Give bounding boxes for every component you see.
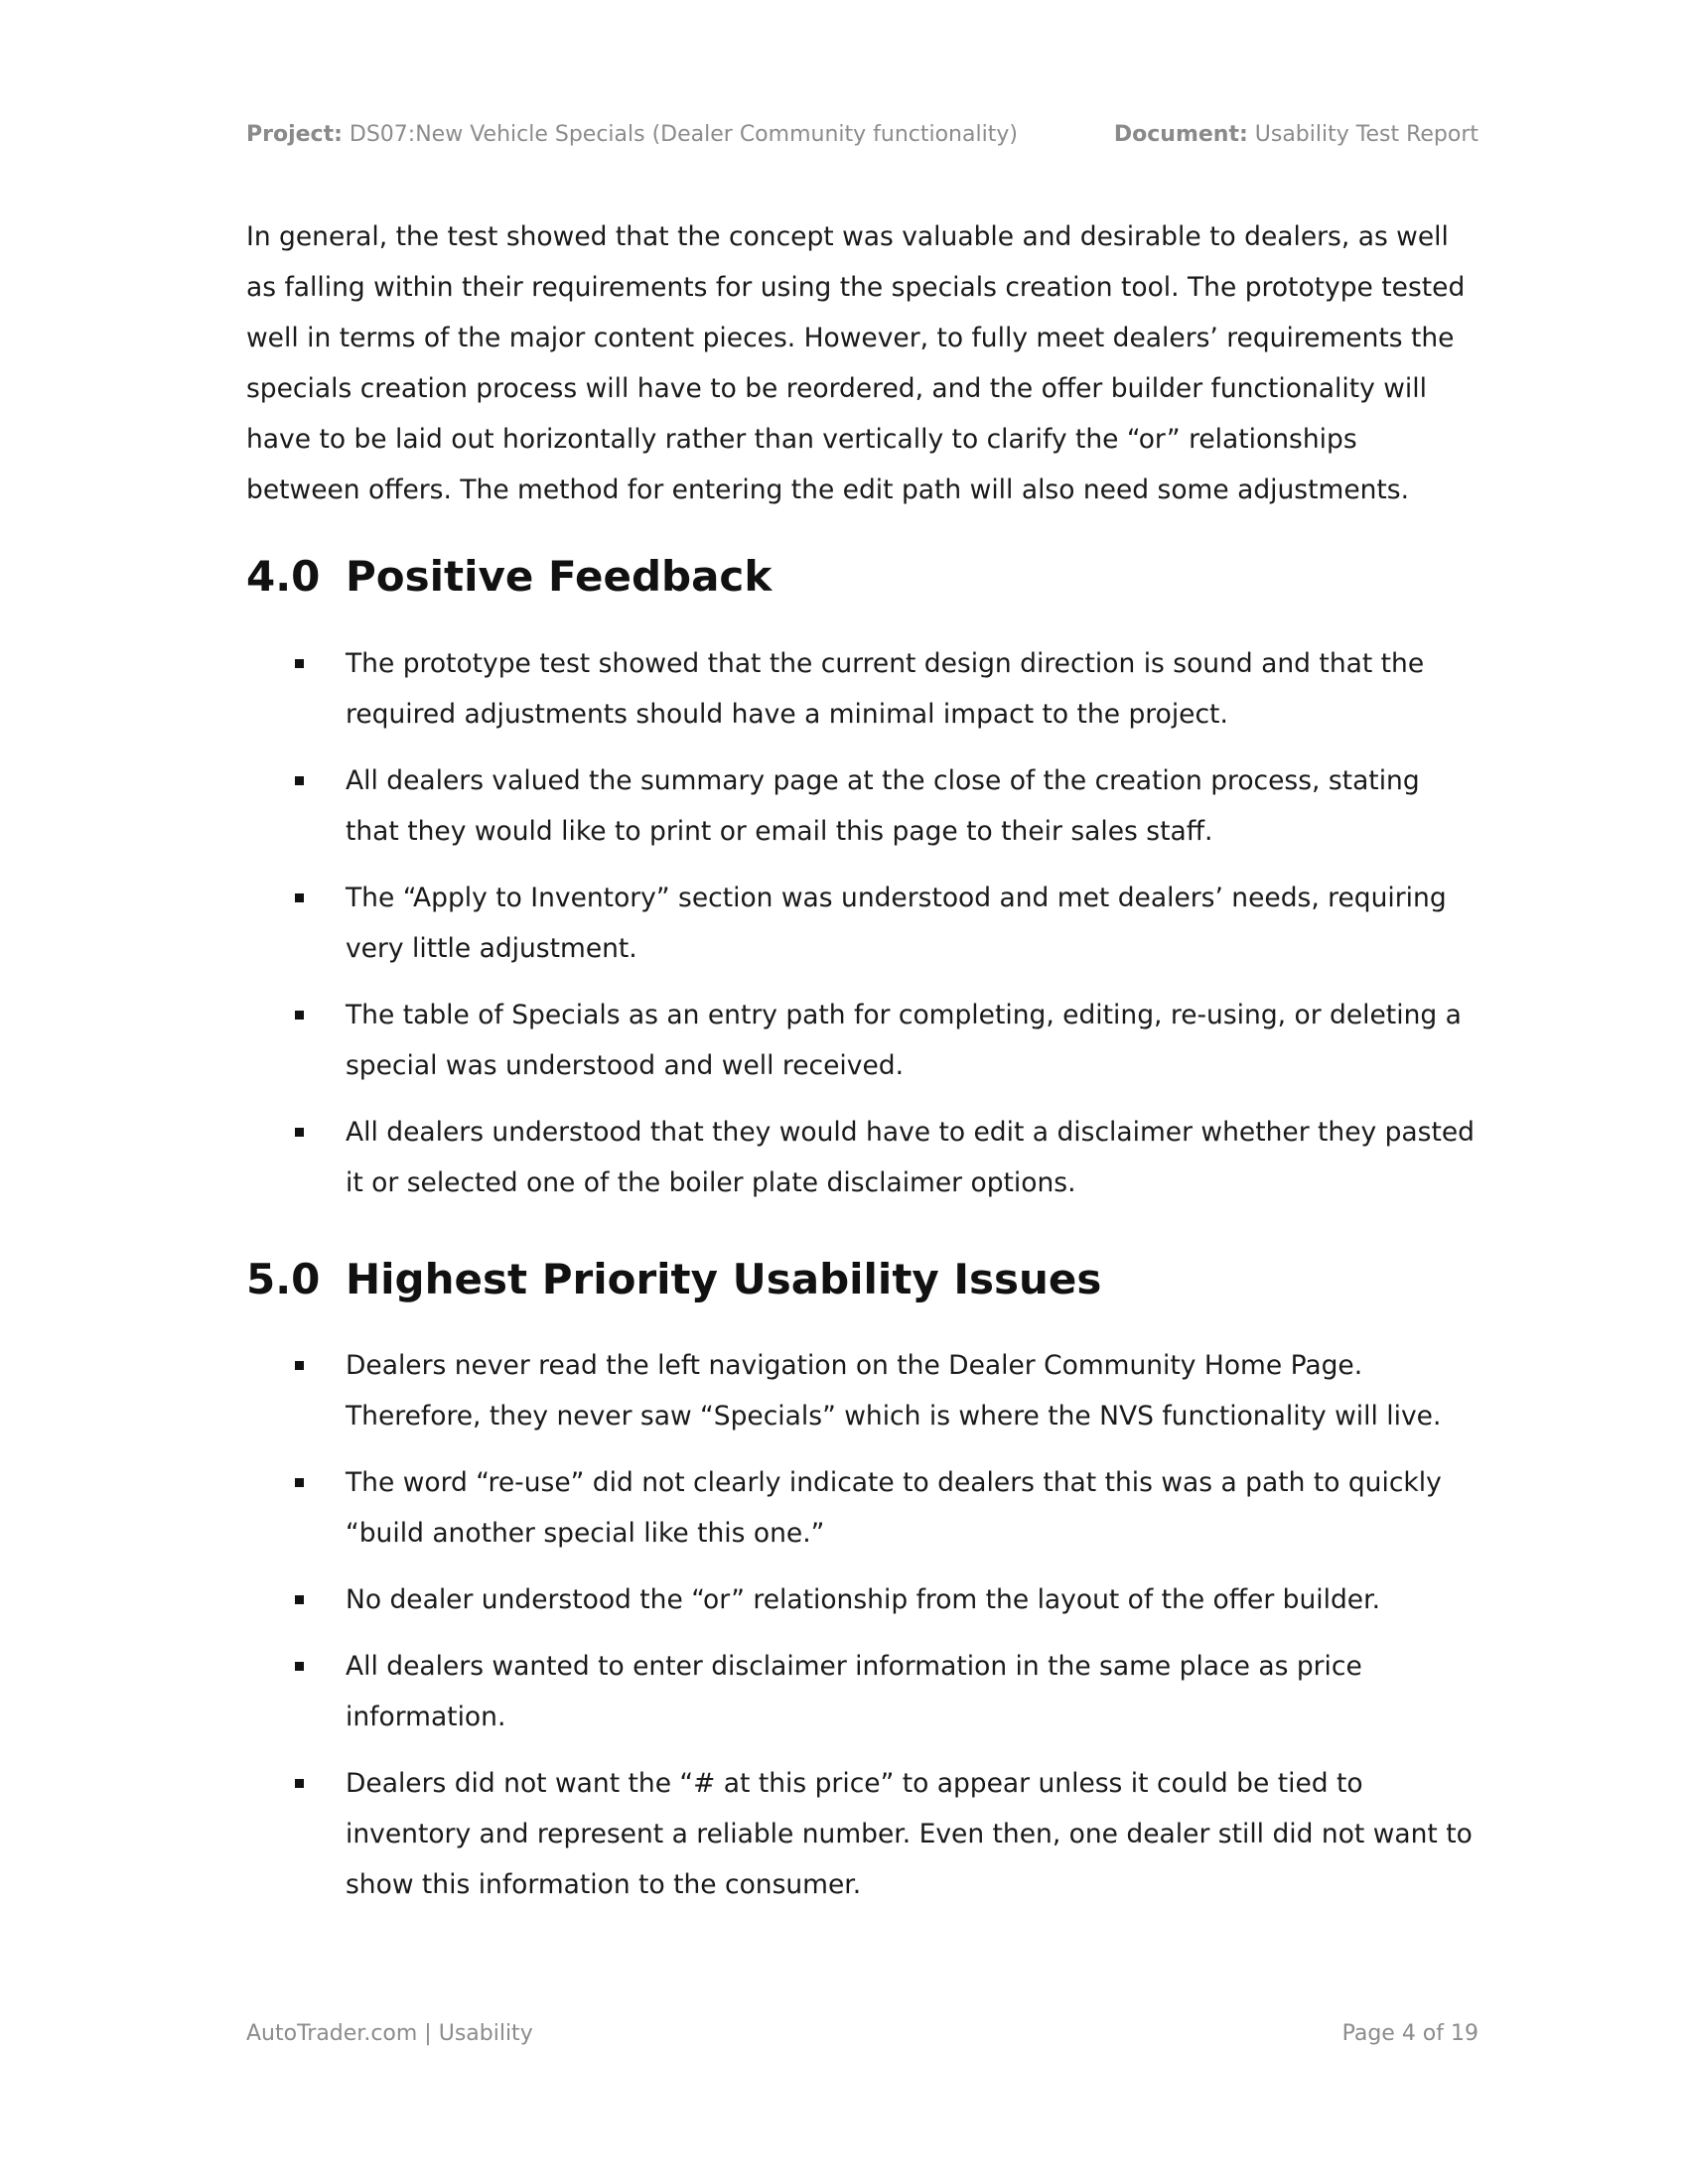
intro-paragraph: In general, the test showed that the concept was valuable and desirable to dealers, as well as falling within their requirements for using the specials creation tool. The prototype tested well in terms of the major content pieces. However, to fully meet dealers’ requirements the specials creation process will have to be reordered, and the offer builder functionality will have to be laid out horizontally rather than vertically to clarify the “or” relationships between offers. The method for entering the edit path will also need some adjustments. xyxy=(246,221,1466,505)
list-item xyxy=(246,1107,1477,1208)
list-item-text: All dealers valued the summary page at the close of the creation process, stating that they would like to print or email this page to their sales staff. xyxy=(346,765,1420,847)
list-item-text: Dealers never read the left navigation on the Dealer Community Home Page. Therefore, they never saw “Specials” which is where the NVS functionality will live. xyxy=(346,1350,1442,1432)
list-item xyxy=(246,1758,1477,1910)
section-number: 5.0 xyxy=(246,1255,321,1303)
running-footer xyxy=(246,2021,1478,2049)
bullet-square-icon xyxy=(295,1595,304,1604)
list-item xyxy=(246,1340,1477,1441)
bullet-square-icon xyxy=(295,1779,304,1788)
list-item xyxy=(246,990,1477,1091)
bullet-square-icon xyxy=(295,659,304,668)
running-header xyxy=(246,122,1478,150)
footer-left: AutoTrader.com | Usability xyxy=(246,2021,533,2046)
header-document-label: Document: xyxy=(1113,122,1248,147)
section-heading-usability-issues xyxy=(246,1252,1477,1307)
list-item xyxy=(246,638,1477,740)
header-project-value: DS07:New Vehicle Specials (Dealer Community functionality) xyxy=(349,122,1018,147)
section-number: 4.0 xyxy=(246,552,321,601)
list-item xyxy=(246,1457,1477,1559)
bullet-square-icon xyxy=(295,1128,304,1137)
section-title: Positive Feedback xyxy=(346,552,773,601)
list-item-text: The prototype test showed that the current design direction is sound and that the required adjustments should have a minimal impact to the project. xyxy=(346,648,1425,730)
bullet-square-icon xyxy=(295,1011,304,1020)
positive-feedback-list xyxy=(246,638,1477,1224)
list-item-text: No dealer understood the “or” relationship from the layout of the offer builder. xyxy=(346,1584,1381,1615)
section-heading-positive-feedback xyxy=(246,549,1477,605)
list-item-text: The “Apply to Inventory” section was understood and met dealers’ needs, requiring very little adjustment. xyxy=(346,883,1447,964)
bullet-square-icon xyxy=(295,1662,304,1671)
section-title: Highest Priority Usability Issues xyxy=(346,1255,1102,1303)
list-item-text: All dealers wanted to enter disclaimer information in the same place as price information. xyxy=(346,1651,1362,1732)
list-item xyxy=(246,1641,1477,1742)
list-item-text: Dealers did not want the “# at this price” to appear unless it could be tied to inventory and represent a reliable number. Even then, one dealer still did not want to show this information to the consumer. xyxy=(346,1768,1473,1900)
header-project xyxy=(246,122,1018,147)
usability-issues-list xyxy=(246,1340,1477,1926)
page-number: Page 4 of 19 xyxy=(1341,2021,1478,2046)
bullet-square-icon xyxy=(295,776,304,785)
list-item-text: The table of Specials as an entry path for completing, editing, re-using, or deleting a special was understood and well received. xyxy=(346,1000,1462,1081)
list-item xyxy=(246,755,1477,857)
header-document-value: Usability Test Report xyxy=(1254,122,1478,147)
list-item-text: All dealers understood that they would have to edit a disclaimer whether they pasted it or selected one of the boiler plate disclaimer options. xyxy=(346,1117,1475,1198)
list-item-text: The word “re-use” did not clearly indicate to dealers that this was a path to quickly “build another special like this one.” xyxy=(346,1467,1442,1549)
list-item xyxy=(246,873,1477,974)
list-item xyxy=(246,1574,1477,1625)
bullet-square-icon xyxy=(295,1361,304,1370)
header-document xyxy=(1114,122,1478,147)
bullet-square-icon xyxy=(295,1478,304,1487)
bullet-square-icon xyxy=(295,893,304,902)
header-project-label: Project: xyxy=(246,122,343,147)
